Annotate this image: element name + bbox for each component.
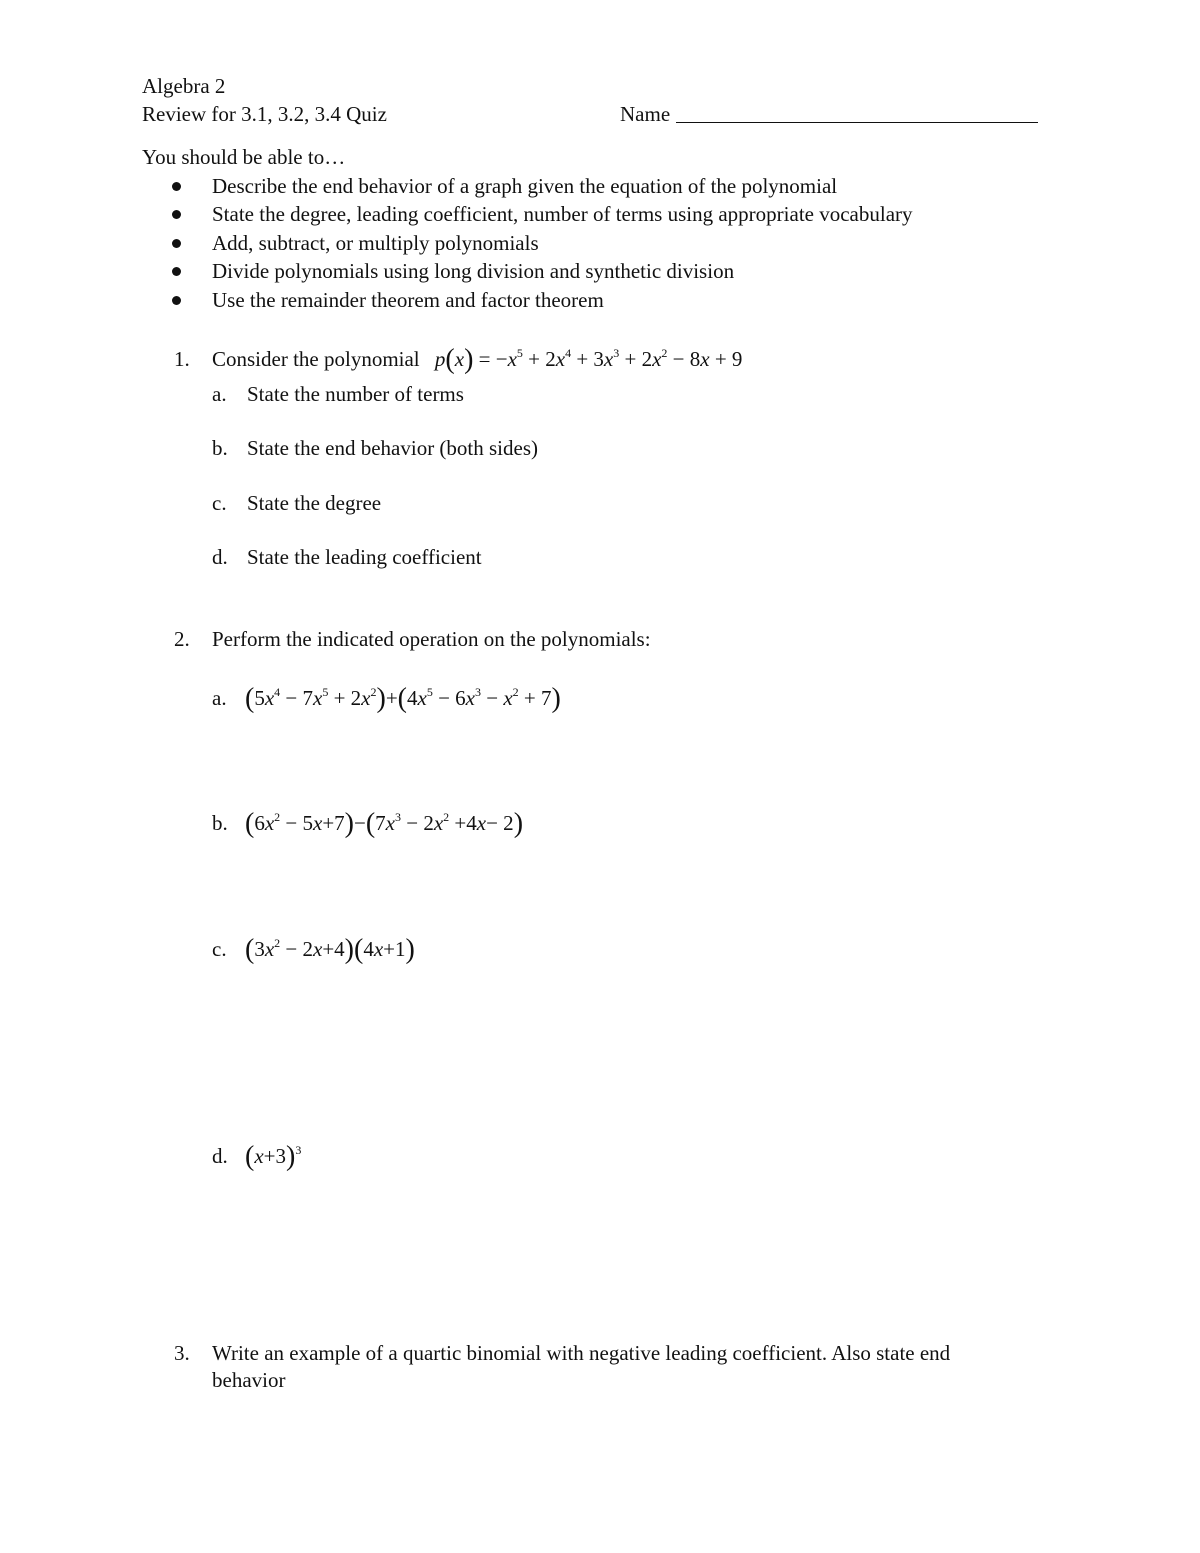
q1-part-d: d. State the leading coefficient xyxy=(212,545,482,569)
q1-part-b: b. State the end behavior (both sides) xyxy=(212,436,539,460)
name-label: Name xyxy=(620,102,671,126)
bullet-icon xyxy=(172,296,181,305)
bullet-icon xyxy=(172,210,181,219)
course-title: Algebra 2 xyxy=(142,74,226,98)
name-blank-line xyxy=(676,102,1038,123)
objectives-intro: You should be able to… xyxy=(142,145,346,169)
expression-b: $(6x^2 - 5x+7)-(7x^3 - 2x^2 +4x- 2)$ xyxy=(245,808,524,839)
question-1-prompt: Consider the polynomial $p(x) = -x^5 + 2x^4 + 3x^3 + 2x^2 - 8x + 9$ xyxy=(212,344,743,375)
question-2-prompt: Perform the indicated operation on the polynomials: xyxy=(212,627,651,651)
question-3-number: 3. xyxy=(174,1341,190,1365)
polynomial-expression: $p(x) = -x^5 + 2x^4 + 3x^3 + 2x^2 - 8x + 9$ xyxy=(434,344,743,375)
q1-part-c: c. State the degree xyxy=(212,491,382,515)
worksheet-title: Review for 3.1, 3.2, 3.4 Quiz xyxy=(142,102,387,126)
q1-part-a: a. State the number of terms xyxy=(212,382,464,406)
question-3-prompt-line-1: Write an example of a quartic binomial with negative leading coefficient. Also state end xyxy=(212,1341,951,1365)
bullet-icon xyxy=(172,182,181,191)
bullet-icon xyxy=(172,239,181,248)
expression-a: $(5x^4 - 7x^5 + 2x^2)+(4x^5 - 6x^3 - x^2 + 7)$ xyxy=(245,683,561,714)
q2-part-b: b. $(6x^2 - 5x+7)-(7x^3 - 2x^2 +4x- 2)$ xyxy=(212,808,524,839)
question-3-prompt-line-2: behavior xyxy=(212,1368,286,1392)
question-1-number: 1. xyxy=(174,347,190,371)
expression-c: $(3x^2 - 2x+4)(4x+1)$ xyxy=(245,934,415,965)
q2-part-a: a. $(5x^4 - 7x^5 + 2x^2)+(4x^5 - 6x^3 - x^2 + 7)$ xyxy=(212,683,561,714)
worksheet-page: Algebra 2 Review for 3.1, 3.2, 3.4 Quiz Name You should be able to… Describe the end behavior of a graph given the equation of the polynomial State the degree, leading coefficient, number of terms using appropriate vocabulary Add, subtract, or multiply polynomials Divide polynomials using long division and synthetic division Use the remainder theorem and factor theorem 1. Consider the polynomial $p(x) = -x^5 + 2x^4 + 3x^3 + 2x^2 - 8x + 9$ a. State the number of terms b. State the end behavior (both sides) c. State the degree d. State the leading coefficient 2. Perform the indicated operation on the polynomials: a. $(5x^4 - 7x^5 + 2x^2)+(4x^5 - 6x^3 - x^2 + 7)$ b. $(6x^2 - 5x+7)-(7x^3 - 2x^2 +4x- 2)$ c. $(3x^2 - 2x+4)(4x+1)$ d. $(x+3)^3$ 3. Write an example of a quartic binomial with negative leading coefficient. Also state end behavior xyxy=(0,0,1200,1553)
bullet-icon xyxy=(172,267,181,276)
q2-part-c: c. $(3x^2 - 2x+4)(4x+1)$ xyxy=(212,934,415,965)
expression-d: $(x+3)^3$ xyxy=(245,1141,302,1172)
name-field xyxy=(620,100,1038,128)
q2-part-d: d. $(x+3)^3$ xyxy=(212,1141,302,1172)
question-2-number: 2. xyxy=(174,627,190,651)
